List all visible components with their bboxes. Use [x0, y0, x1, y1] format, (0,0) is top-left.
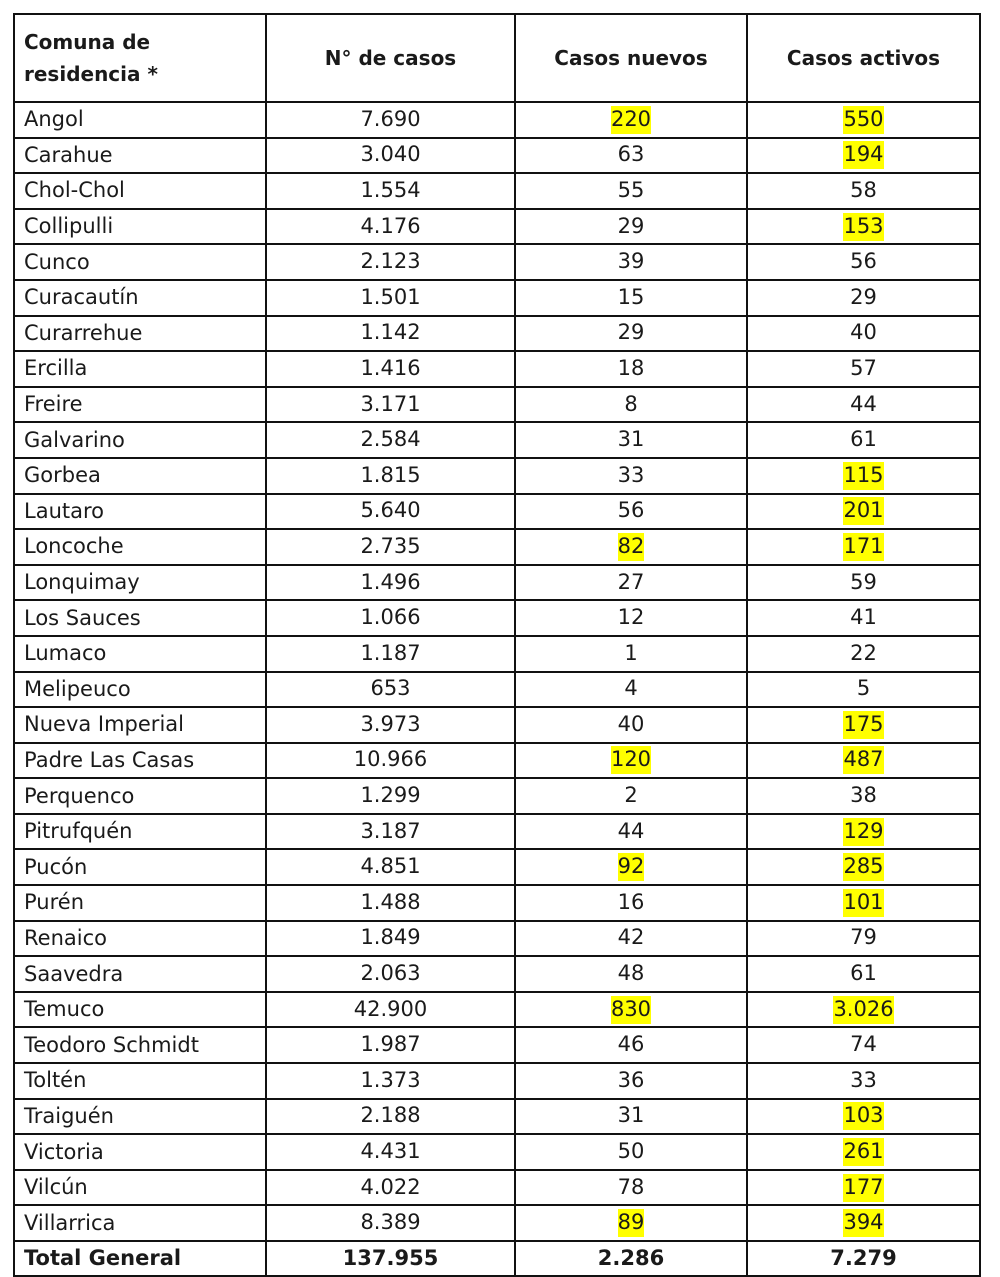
cell-activos [747, 458, 980, 494]
cell-comuna: Perquenco [14, 778, 266, 814]
table-row [14, 1063, 980, 1099]
value-casos: 4.176 [360, 213, 421, 238]
value-activos: 394 [843, 1209, 883, 1237]
cell-activos [747, 529, 980, 565]
value-nuevos: 40 [617, 711, 645, 736]
cell-casos [266, 422, 515, 458]
cell-comuna: Melipeuco [14, 672, 266, 708]
table-row [14, 244, 980, 280]
value-nuevos: 42 [617, 925, 645, 950]
table-row [14, 1170, 980, 1206]
value-casos: 2.123 [360, 249, 421, 274]
table-row [14, 387, 980, 423]
value-activos: 3.026 [833, 996, 893, 1024]
cell-casos [266, 885, 515, 921]
covid-cases-table-container [13, 13, 979, 1277]
cell-nuevos [515, 743, 747, 779]
value-nuevos: 63 [617, 142, 645, 167]
cell-nuevos [515, 209, 747, 245]
value-nuevos: 78 [617, 1174, 645, 1199]
cell-casos [266, 1099, 515, 1135]
header-casos: N° de casos [266, 14, 515, 102]
table-row [14, 636, 980, 672]
value-casos: 8.389 [360, 1210, 421, 1235]
value-activos: 201 [843, 497, 883, 525]
cell-comuna: Ercilla [14, 351, 266, 387]
value-casos: 1.066 [360, 605, 421, 630]
cell-activos [747, 956, 980, 992]
table-row [14, 565, 980, 601]
cell-nuevos [515, 387, 747, 423]
value-nuevos: 46 [617, 1032, 645, 1057]
value-casos: 2.188 [360, 1103, 421, 1128]
value-nuevos: 55 [617, 177, 645, 202]
value-nuevos: 120 [611, 746, 651, 774]
value-casos: 2.063 [360, 961, 421, 986]
total-row [14, 1241, 980, 1276]
value-casos: 3.171 [360, 391, 421, 416]
cell-activos [747, 1134, 980, 1170]
cell-nuevos [515, 1134, 747, 1170]
cell-activos [747, 849, 980, 885]
value-activos: 101 [843, 889, 883, 917]
cell-nuevos [515, 672, 747, 708]
value-activos: 57 [850, 355, 877, 380]
cell-comuna: Curacautín [14, 280, 266, 316]
cell-nuevos [515, 992, 747, 1028]
value-nuevos: 1 [624, 640, 638, 665]
value-activos: 61 [850, 961, 877, 986]
value-activos: 171 [843, 533, 883, 561]
value-casos: 1.416 [360, 355, 421, 380]
cell-casos [266, 707, 515, 743]
table-row [14, 743, 980, 779]
cell-nuevos [515, 244, 747, 280]
table-row [14, 956, 980, 992]
value-casos: 4.431 [360, 1139, 421, 1164]
total-label: Total General [14, 1241, 266, 1276]
cell-activos [747, 387, 980, 423]
value-activos: 29 [850, 284, 877, 309]
cell-comuna: Collipulli [14, 209, 266, 245]
covid-cases-table [13, 13, 981, 1277]
value-activos: 38 [850, 783, 877, 808]
value-nuevos: 48 [617, 961, 645, 986]
cell-casos [266, 1205, 515, 1241]
cell-activos [747, 1170, 980, 1206]
cell-nuevos [515, 351, 747, 387]
value-activos: 550 [843, 106, 883, 134]
value-casos: 10.966 [353, 747, 428, 772]
value-activos: 58 [850, 177, 877, 202]
cell-nuevos [515, 280, 747, 316]
cell-activos [747, 778, 980, 814]
cell-comuna: Chol-Chol [14, 173, 266, 209]
cell-comuna: Padre Las Casas [14, 743, 266, 779]
cell-activos [747, 636, 980, 672]
value-activos: 285 [843, 853, 883, 881]
cell-comuna: Purén [14, 885, 266, 921]
cell-activos [747, 707, 980, 743]
value-casos: 1.488 [360, 889, 421, 914]
cell-activos [747, 244, 980, 280]
value-casos: 3.973 [360, 711, 421, 736]
table-row [14, 921, 980, 957]
cell-comuna: Curarrehue [14, 316, 266, 352]
cell-nuevos [515, 529, 747, 565]
value-casos: 1.849 [360, 925, 421, 950]
cell-comuna: Pitrufquén [14, 814, 266, 850]
cell-comuna: Loncoche [14, 529, 266, 565]
header-nuevos: Casos nuevos [515, 14, 747, 102]
table-header [14, 14, 980, 102]
cell-activos [747, 992, 980, 1028]
cell-casos [266, 778, 515, 814]
value-activos: 74 [850, 1032, 877, 1057]
table-row [14, 1134, 980, 1170]
cell-casos [266, 173, 515, 209]
cell-activos [747, 672, 980, 708]
total-nuevos: 2.286 [515, 1241, 747, 1276]
value-casos: 653 [370, 676, 411, 701]
cell-nuevos [515, 1099, 747, 1135]
table-row [14, 138, 980, 174]
cell-activos [747, 351, 980, 387]
cell-comuna: Carahue [14, 138, 266, 174]
value-casos: 1.299 [360, 783, 421, 808]
value-activos: 175 [843, 711, 883, 739]
cell-activos [747, 1063, 980, 1099]
table-row [14, 458, 980, 494]
value-casos: 4.022 [360, 1174, 421, 1199]
cell-casos [266, 672, 515, 708]
table-row [14, 814, 980, 850]
cell-casos [266, 743, 515, 779]
value-casos: 1.496 [360, 569, 421, 594]
value-casos: 3.040 [360, 142, 421, 167]
cell-casos [266, 992, 515, 1028]
cell-casos [266, 280, 515, 316]
header-comuna: Comuna de residencia * [14, 14, 266, 102]
cell-casos [266, 316, 515, 352]
cell-activos [747, 173, 980, 209]
table-row [14, 102, 980, 138]
value-activos: 79 [850, 925, 877, 950]
value-casos: 2.735 [360, 533, 421, 558]
table-row [14, 600, 980, 636]
cell-activos [747, 1027, 980, 1063]
cell-casos [266, 529, 515, 565]
cell-comuna: Cunco [14, 244, 266, 280]
cell-casos [266, 849, 515, 885]
table-row [14, 672, 980, 708]
value-casos: 1.501 [360, 284, 421, 309]
value-nuevos: 50 [617, 1139, 645, 1164]
value-nuevos: 36 [617, 1067, 645, 1092]
value-nuevos: 33 [617, 462, 645, 487]
value-activos: 59 [850, 569, 877, 594]
cell-casos [266, 1027, 515, 1063]
value-activos: 56 [850, 249, 877, 274]
cell-activos [747, 422, 980, 458]
cell-comuna: Saavedra [14, 956, 266, 992]
table-row [14, 1027, 980, 1063]
value-activos: 115 [843, 462, 883, 490]
value-nuevos: 56 [617, 498, 645, 523]
cell-casos [266, 814, 515, 850]
cell-nuevos [515, 458, 747, 494]
cell-activos [747, 316, 980, 352]
header-row [14, 14, 980, 102]
cell-comuna: Freire [14, 387, 266, 423]
value-nuevos: 27 [617, 569, 645, 594]
cell-activos [747, 280, 980, 316]
cell-nuevos [515, 636, 747, 672]
value-activos: 103 [843, 1102, 883, 1130]
value-nuevos: 89 [618, 1209, 645, 1237]
cell-nuevos [515, 707, 747, 743]
table-row [14, 1099, 980, 1135]
cell-nuevos [515, 885, 747, 921]
table-row [14, 173, 980, 209]
value-activos: 129 [843, 818, 883, 846]
value-nuevos: 16 [617, 889, 645, 914]
cell-comuna: Temuco [14, 992, 266, 1028]
value-activos: 41 [850, 605, 877, 630]
cell-activos [747, 209, 980, 245]
cell-casos [266, 351, 515, 387]
table-row [14, 707, 980, 743]
cell-comuna: Teodoro Schmidt [14, 1027, 266, 1063]
value-nuevos: 44 [617, 818, 645, 843]
value-casos: 1.987 [360, 1032, 421, 1057]
cell-nuevos [515, 849, 747, 885]
cell-activos [747, 743, 980, 779]
cell-activos [747, 1205, 980, 1241]
value-nuevos: 31 [617, 427, 645, 452]
cell-nuevos [515, 956, 747, 992]
value-activos: 33 [850, 1067, 877, 1092]
cell-comuna: Victoria [14, 1134, 266, 1170]
cell-nuevos [515, 422, 747, 458]
cell-activos [747, 138, 980, 174]
value-activos: 177 [843, 1174, 883, 1202]
cell-nuevos [515, 921, 747, 957]
cell-nuevos [515, 316, 747, 352]
cell-casos [266, 494, 515, 530]
cell-comuna: Nueva Imperial [14, 707, 266, 743]
total-activos: 7.279 [747, 1241, 980, 1276]
cell-casos [266, 956, 515, 992]
cell-casos [266, 1134, 515, 1170]
value-casos: 1.815 [360, 462, 421, 487]
cell-comuna: Renaico [14, 921, 266, 957]
cell-nuevos [515, 600, 747, 636]
value-activos: 194 [843, 141, 883, 169]
table-body [14, 102, 980, 1241]
value-activos: 44 [850, 391, 877, 416]
value-casos: 4.851 [360, 854, 421, 879]
cell-comuna: Los Sauces [14, 600, 266, 636]
cell-nuevos [515, 814, 747, 850]
cell-comuna: Villarrica [14, 1205, 266, 1241]
table-row [14, 992, 980, 1028]
cell-comuna: Lonquimay [14, 565, 266, 601]
value-activos: 261 [843, 1138, 883, 1166]
table-row [14, 280, 980, 316]
cell-activos [747, 814, 980, 850]
value-casos: 7.690 [360, 106, 421, 131]
value-nuevos: 220 [611, 106, 651, 134]
cell-activos [747, 1099, 980, 1135]
table-row [14, 422, 980, 458]
cell-nuevos [515, 1027, 747, 1063]
cell-activos [747, 494, 980, 530]
cell-casos [266, 636, 515, 672]
table-row [14, 316, 980, 352]
value-nuevos: 4 [624, 676, 638, 701]
table-row [14, 351, 980, 387]
value-nuevos: 31 [617, 1103, 645, 1128]
value-nuevos: 18 [617, 355, 645, 380]
cell-comuna: Angol [14, 102, 266, 138]
cell-nuevos [515, 1170, 747, 1206]
value-nuevos: 39 [617, 249, 645, 274]
cell-comuna: Traiguén [14, 1099, 266, 1135]
table-row [14, 209, 980, 245]
table-row [14, 1205, 980, 1241]
cell-casos [266, 1063, 515, 1099]
value-casos: 1.142 [360, 320, 421, 345]
cell-comuna: Vilcún [14, 1170, 266, 1206]
cell-nuevos [515, 565, 747, 601]
value-nuevos: 2 [624, 783, 638, 808]
value-casos: 3.187 [360, 818, 421, 843]
value-casos: 1.554 [360, 177, 421, 202]
cell-casos [266, 102, 515, 138]
table-footer [14, 1241, 980, 1276]
table-row [14, 494, 980, 530]
cell-casos [266, 209, 515, 245]
cell-nuevos [515, 778, 747, 814]
header-activos: Casos activos [747, 14, 980, 102]
value-nuevos: 12 [617, 605, 645, 630]
value-nuevos: 29 [617, 213, 645, 238]
value-nuevos: 92 [618, 853, 645, 881]
value-casos: 5.640 [360, 498, 421, 523]
cell-casos [266, 565, 515, 601]
cell-comuna: Gorbea [14, 458, 266, 494]
table-row [14, 778, 980, 814]
table-row [14, 885, 980, 921]
cell-activos [747, 600, 980, 636]
value-nuevos: 8 [624, 391, 638, 416]
value-casos: 1.373 [360, 1067, 421, 1092]
cell-nuevos [515, 1063, 747, 1099]
value-casos: 1.187 [360, 640, 421, 665]
cell-activos [747, 565, 980, 601]
value-activos: 61 [850, 427, 877, 452]
value-casos: 2.584 [360, 427, 421, 452]
value-activos: 153 [843, 213, 883, 241]
value-activos: 40 [850, 320, 877, 345]
value-nuevos: 29 [617, 320, 645, 345]
value-activos: 487 [843, 746, 883, 774]
cell-nuevos [515, 173, 747, 209]
cell-casos [266, 138, 515, 174]
cell-activos [747, 102, 980, 138]
value-activos: 22 [850, 640, 877, 665]
cell-comuna: Toltén [14, 1063, 266, 1099]
value-nuevos: 15 [617, 284, 645, 309]
value-activos: 5 [856, 676, 871, 701]
cell-comuna: Lumaco [14, 636, 266, 672]
table-row [14, 849, 980, 885]
cell-casos [266, 1170, 515, 1206]
cell-activos [747, 885, 980, 921]
cell-comuna: Lautaro [14, 494, 266, 530]
cell-casos [266, 600, 515, 636]
value-nuevos: 82 [618, 533, 645, 561]
cell-casos [266, 387, 515, 423]
cell-activos [747, 921, 980, 957]
cell-nuevos [515, 102, 747, 138]
cell-nuevos [515, 138, 747, 174]
table-row [14, 529, 980, 565]
cell-nuevos [515, 494, 747, 530]
cell-casos [266, 244, 515, 280]
value-casos: 42.900 [353, 996, 428, 1021]
cell-casos [266, 458, 515, 494]
cell-comuna: Galvarino [14, 422, 266, 458]
value-nuevos: 830 [611, 996, 651, 1024]
total-casos: 137.955 [266, 1241, 515, 1276]
cell-comuna: Pucón [14, 849, 266, 885]
cell-casos [266, 921, 515, 957]
cell-nuevos [515, 1205, 747, 1241]
